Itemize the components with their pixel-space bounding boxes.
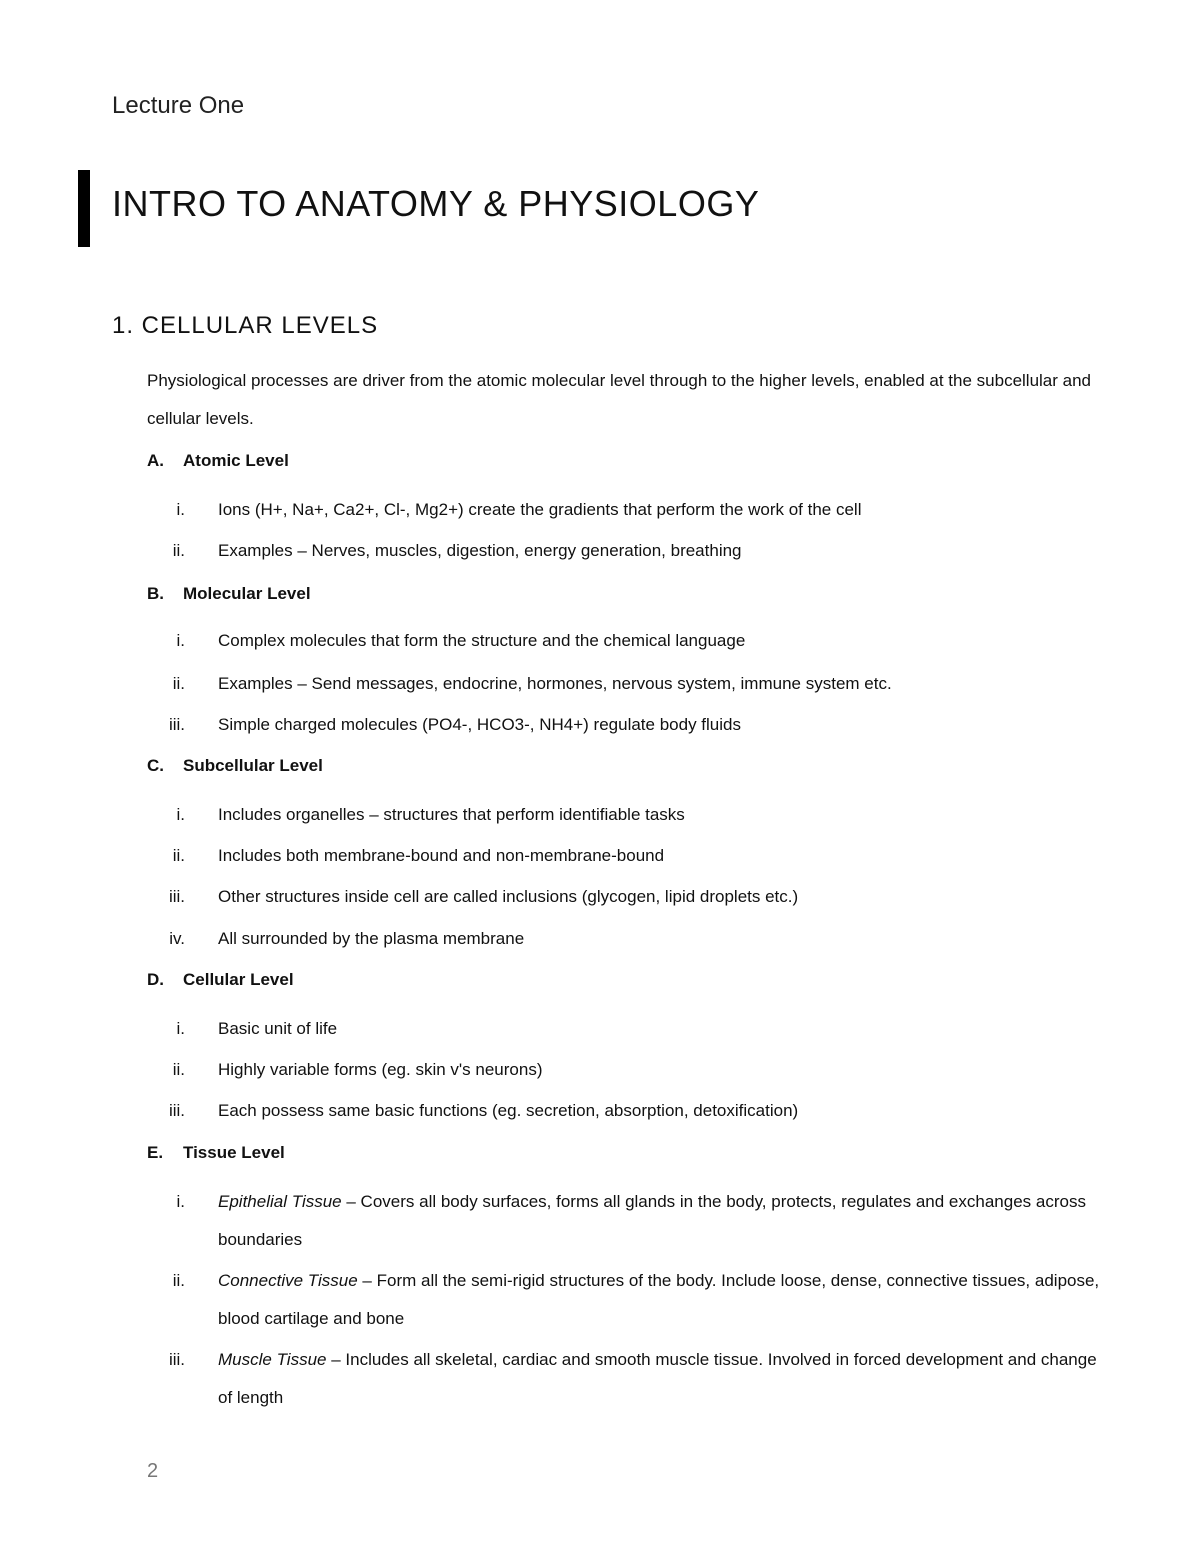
item-text: Each possess same basic functions (eg. secretion, absorption, detoxification) [218,1101,799,1120]
item-term: Epithelial Tissue [218,1192,342,1211]
item-text: Ions (H+, Na+, Ca2+, Cl-, Mg2+) create the gradients that perform the work of the cell [218,500,862,519]
subsection-letter: A. [147,451,164,470]
item-text: Simple charged molecules (PO4-, HCO3-, NH4+) regulate body fluids [218,715,741,734]
list-item [147,1183,1109,1259]
subsection-heading-molecular [147,584,311,604]
item-numeral: iii. [168,887,185,906]
item-numeral: i. [176,1192,185,1211]
list-item [147,491,1109,529]
list-item [147,1010,1109,1048]
item-text: Examples – Nerves, muscles, digestion, energy generation, breathing [218,541,742,560]
item-numeral: i. [176,500,185,519]
item-numeral: i. [176,631,185,650]
list-item [147,920,1109,958]
list-item [147,878,1109,916]
list-item [147,706,1109,744]
item-text [218,1183,1109,1259]
item-description: – Includes all skeletal, cardiac and smooth muscle tissue. Involved in forced development and change of length [218,1350,1097,1407]
page-title: INTRO TO ANATOMY & PHYSIOLOGY [112,183,760,224]
subsection-letter: B. [147,584,164,603]
subsection-letter: E. [147,1143,164,1162]
item-numeral: iii. [168,1350,185,1369]
subsection-title: Atomic Level [183,451,289,470]
subsection-letter: C. [147,756,164,775]
item-term: Connective Tissue [218,1271,358,1290]
subsection-letter: D. [147,970,164,989]
subsection-title: Subcellular Level [183,756,323,775]
list-item [147,1051,1109,1089]
item-numeral: ii. [172,674,185,693]
item-text: Basic unit of life [218,1019,338,1038]
page-number: 2 [147,1460,159,1482]
subsection-heading-tissue [147,1143,285,1163]
list-item [147,837,1109,875]
title-bar [78,170,90,247]
item-numeral: ii. [172,1060,185,1079]
item-numeral: ii. [172,1271,185,1290]
subsection-title: Tissue Level [183,1143,285,1162]
item-text: Includes organelles – structures that perform identifiable tasks [218,805,685,824]
item-term: Muscle Tissue [218,1350,327,1369]
item-description: – Form all the semi-rigid structures of the body. Include loose, dense, connective tissues, adipose, blood cartilage and bone [218,1271,1100,1328]
list-item [147,1341,1109,1417]
list-item [147,622,1109,660]
section-intro: Physiological processes are driver from the atomic molecular level through to the higher levels, enabled at the subcellular and cellular levels. [147,371,1092,428]
item-text: Examples – Send messages, endocrine, hormones, nervous system, immune system etc. [218,674,892,693]
list-item [147,1262,1109,1338]
subsection-heading-cellular [147,970,294,990]
item-text: Other structures inside cell are called inclusions (glycogen, lipid droplets etc.) [218,887,799,906]
item-numeral: iii. [168,715,185,734]
item-numeral: iii. [168,1101,185,1120]
subsection-heading-subcellular [147,756,323,776]
item-numeral: i. [176,1019,185,1038]
lecture-label: Lecture One [112,92,245,119]
item-numeral: i. [176,805,185,824]
subsection-title: Cellular Level [183,970,294,989]
item-text: Complex molecules that form the structure and the chemical language [218,631,746,650]
item-text: Includes both membrane-bound and non-membrane-bound [218,846,665,865]
item-text: Highly variable forms (eg. skin v's neurons) [218,1060,543,1079]
item-text [218,1341,1109,1417]
list-item [147,532,1109,570]
list-item [147,665,1109,703]
subsection-heading-atomic [147,451,289,471]
item-text: All surrounded by the plasma membrane [218,929,525,948]
item-numeral: ii. [172,541,185,560]
item-text [218,1262,1109,1338]
item-numeral: iv. [169,929,185,948]
subsection-title: Molecular Level [183,584,311,603]
item-numeral: ii. [172,846,185,865]
section-title: 1. CELLULAR LEVELS [112,312,379,339]
list-item [147,796,1109,834]
item-description: – Covers all body surfaces, forms all glands in the body, protects, regulates and exchanges across boundaries [218,1192,1086,1249]
list-item [147,1092,1109,1130]
